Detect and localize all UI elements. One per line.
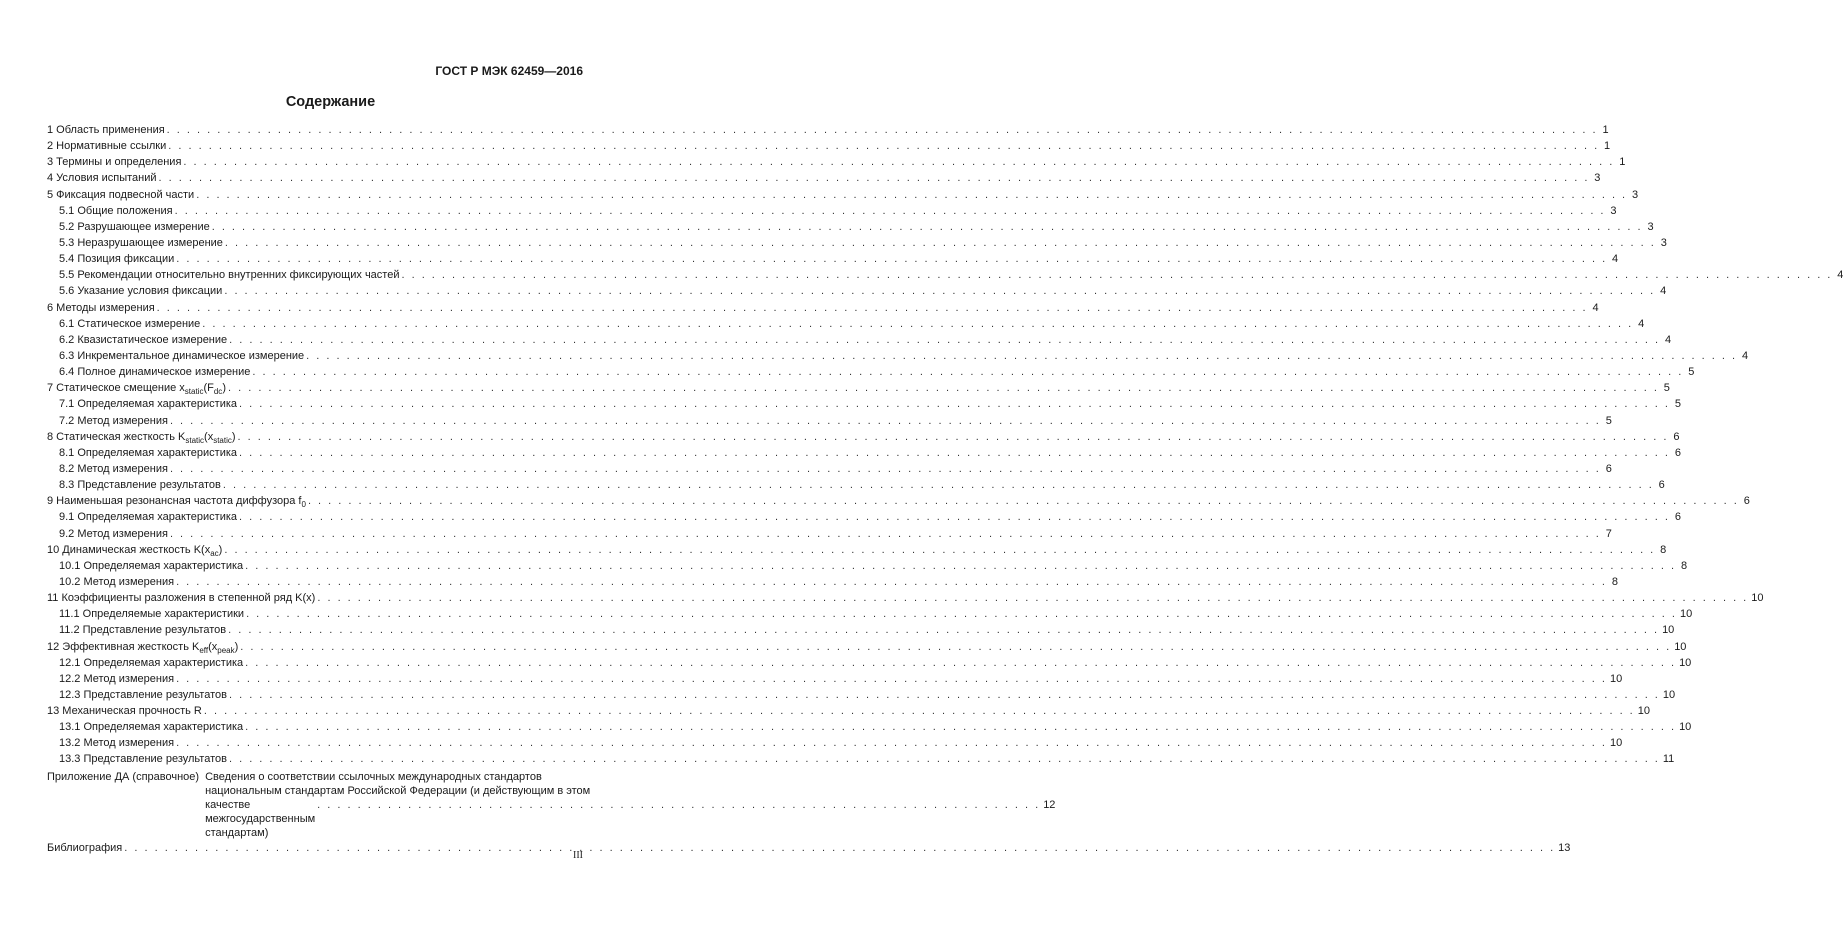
entry-title <box>59 397 237 411</box>
entry-title <box>59 720 243 734</box>
dot-leader <box>308 494 1739 508</box>
entry-title-part: 8.3 Представление результатов <box>59 479 221 492</box>
page-number: 10 <box>1609 737 1623 750</box>
toc-entry <box>47 462 1612 478</box>
page-folio: III <box>573 850 583 861</box>
entry-title-part: 6.4 Полное динамическое измерение <box>59 366 251 379</box>
toc-entry <box>47 317 1645 333</box>
toc-entry <box>47 559 1688 575</box>
page-number: 8 <box>1680 559 1688 572</box>
toc-entry <box>47 640 1687 656</box>
dot-leader <box>183 155 1614 169</box>
entry-title-part: 8 Статическая жесткость K <box>47 430 186 443</box>
toc-entry <box>47 575 1618 591</box>
entry-title-part: 11 Коэффициенты разложения в степенной ряд K(x) <box>47 592 316 605</box>
dot-leader <box>239 510 1670 524</box>
entry-title <box>47 123 165 137</box>
entry-title <box>59 317 200 331</box>
toc-entry <box>47 736 1623 752</box>
toc-entry <box>47 236 1667 252</box>
page-number: 10 <box>1637 705 1650 718</box>
toc-entry <box>47 623 1675 639</box>
dot-leader <box>212 220 1643 234</box>
page-number: 10 <box>1679 656 1692 669</box>
page-number: 7 <box>1605 527 1612 540</box>
page-number: 8 <box>1611 575 1618 588</box>
toc-entry <box>47 494 1750 510</box>
entry-title: Библиография <box>47 841 123 854</box>
entry-subscript: peak <box>217 645 235 655</box>
entry-title-part: ) <box>218 543 223 556</box>
entry-title <box>47 139 166 153</box>
dot-leader <box>228 623 1659 637</box>
dot-leader <box>202 317 1633 331</box>
entry-title <box>59 527 168 541</box>
page-number: 3 <box>1647 220 1654 233</box>
page-number: 4 <box>1592 301 1599 314</box>
toc-entry <box>47 252 1619 268</box>
dot-leader <box>170 462 1601 476</box>
dot-leader <box>196 188 1627 202</box>
page-number: 3 <box>1594 172 1601 185</box>
toc-entry <box>47 607 1693 623</box>
page-number: 3 <box>1610 204 1617 217</box>
entry-title-part: 12.3 Представление результатов <box>59 688 227 701</box>
toc-entry <box>47 301 1599 317</box>
dot-leader <box>175 204 1606 218</box>
toc-entry <box>47 672 1623 688</box>
page-number: 13 <box>1558 841 1571 854</box>
entry-title <box>59 462 168 476</box>
dot-leader <box>224 284 1655 298</box>
entry-title <box>59 365 250 379</box>
dot-leader <box>401 268 1832 282</box>
dot-leader <box>317 798 1040 812</box>
toc-entry <box>47 430 1680 446</box>
dot-leader <box>157 301 1588 315</box>
page-number: 10 <box>1662 624 1675 637</box>
entry-title-part: 5.2 Разрушающее измерение <box>59 220 210 233</box>
toc-entry <box>47 543 1667 559</box>
document-header: ГОСТ Р МЭК 62459—2016 <box>435 64 583 78</box>
dot-leader <box>168 139 1599 153</box>
page-number: 6 <box>1743 495 1750 508</box>
dot-leader <box>245 720 1676 734</box>
entry-title-part: 10.1 Определяемая характеристика <box>59 559 244 572</box>
toc-entry <box>47 478 1665 494</box>
entry-title-part: 10 Динамическая жесткость K(x <box>47 543 211 556</box>
appendix-title-line: национальным стандартам Российской Федерации (и действующим в этом <box>205 784 591 797</box>
page-number: 3 <box>1632 188 1639 201</box>
toc-entry <box>47 591 1764 607</box>
entry-subscript: static <box>184 387 204 397</box>
toc-entry <box>47 268 1843 284</box>
entry-title-part: 7.2 Метод измерения <box>59 414 168 427</box>
page-number: 1 <box>1602 124 1609 136</box>
appendix-title-line: качестве межгосударственным стандартам) <box>205 798 316 839</box>
page-number: 6 <box>1674 511 1681 524</box>
dot-leader <box>204 704 1635 718</box>
entry-title-part: 7 Статическое смещение x <box>47 382 185 395</box>
toc-entry <box>47 155 1626 171</box>
toc-entry <box>47 688 1676 704</box>
page-number: 6 <box>1674 446 1681 459</box>
toc-entry <box>47 752 1675 768</box>
entry-title <box>59 559 243 573</box>
toc-entry <box>47 397 1681 413</box>
page-number: 6 <box>1605 462 1612 475</box>
page-number: 1 <box>1619 156 1626 169</box>
entry-title-part: ) <box>222 382 226 395</box>
page-number: 10 <box>1609 672 1623 685</box>
entry-subscript: static <box>213 435 232 445</box>
toc-entry <box>47 510 1681 526</box>
entry-title <box>59 656 243 670</box>
entry-title <box>59 220 210 234</box>
toc-entry <box>47 414 1612 430</box>
entry-title-part: 5 Фиксация подвесной части <box>47 188 195 201</box>
toc-entry <box>47 349 1749 365</box>
toc-entry <box>47 171 1601 187</box>
entry-title <box>59 333 227 347</box>
entry-title-part: 5.3 Неразрушающее измерение <box>59 236 223 249</box>
dot-leader <box>225 236 1656 250</box>
entry-title <box>59 236 223 250</box>
toc-entry <box>47 139 1611 155</box>
entry-title <box>47 155 181 169</box>
toc-entry <box>47 704 1650 720</box>
entry-title-part: 10.2 Метод измерения <box>59 575 175 588</box>
entry-title-part: (x <box>204 430 214 443</box>
page-number: 6 <box>1673 430 1680 443</box>
entry-title-part: 13.3 Представление результатов <box>59 753 227 766</box>
dot-leader <box>224 543 1655 557</box>
page-number: 10 <box>1679 608 1693 621</box>
page-number: 12 <box>1043 798 1056 811</box>
entry-title <box>59 688 227 702</box>
entry-title-part: 5.1 Общие положения <box>59 204 173 217</box>
dot-leader <box>240 640 1671 654</box>
page-number: 4 <box>1664 333 1672 346</box>
toc-entry <box>47 656 1692 672</box>
entry-title <box>59 349 304 363</box>
toc-appendix-entry <box>47 770 1056 840</box>
entry-title-part: 9.2 Метод измерения <box>59 527 168 540</box>
entry-subscript: static <box>185 435 205 445</box>
entry-title-part: 12.2 Метод измерения <box>59 672 175 685</box>
entry-title-part: 9 Наименьшая резонансная частота диффузора f <box>47 495 302 508</box>
entry-title <box>47 301 155 315</box>
entry-title-part: 5.4 Позиция фиксации <box>59 253 175 266</box>
entry-title <box>59 284 222 298</box>
entry-title <box>59 575 174 589</box>
page-number: 4 <box>1741 349 1749 362</box>
entry-title-part: 13.2 Метод измерения <box>59 737 175 750</box>
page-number: 10 <box>1674 640 1687 653</box>
toc-entry <box>47 204 1617 220</box>
entry-title-part: (F <box>203 382 214 395</box>
table-of-contents <box>47 123 1843 857</box>
entry-title-part: 5.5 Рекомендации относительно внутренних фиксирующих частей <box>59 269 400 282</box>
entry-title-part: 5.6 Указание условия фиксации <box>59 285 223 298</box>
dot-leader <box>238 430 1669 444</box>
entry-title <box>59 752 227 766</box>
entry-title-part: 8.2 Метод измерения <box>59 462 168 475</box>
page-number: 3 <box>1660 236 1667 249</box>
entry-title-part: 3 Термины и определения <box>47 156 182 169</box>
entry-title-part: ) <box>231 430 236 443</box>
entry-title-part: 6.3 Инкрементальное динамическое измерение <box>59 349 305 362</box>
page-title: Содержание <box>285 94 376 110</box>
dot-leader <box>176 736 1607 750</box>
dot-leader <box>245 656 1676 670</box>
dot-leader <box>176 252 1607 266</box>
entry-title <box>59 623 226 637</box>
entry-title-part: 13 Механическая прочность R <box>47 705 202 718</box>
entry-subscript: dc <box>213 387 223 397</box>
page-number: 6 <box>1658 479 1665 492</box>
page-number: 5 <box>1663 382 1670 395</box>
dot-leader <box>170 414 1601 428</box>
page-number: 5 <box>1674 398 1681 411</box>
dot-leader <box>159 171 1590 185</box>
toc-entry <box>47 284 1667 300</box>
page-number: 4 <box>1837 269 1843 282</box>
page-number: 5 <box>1688 366 1695 379</box>
entry-subscript: 0 <box>301 500 306 510</box>
entry-title-part: (x <box>208 640 218 653</box>
entry-title <box>59 478 221 492</box>
dot-leader <box>223 478 1654 492</box>
dot-leader <box>239 397 1670 411</box>
entry-title-part: 11.2 Представление результатов <box>59 624 227 637</box>
page-number: 5 <box>1605 414 1612 427</box>
entry-title <box>47 591 315 605</box>
appendix-title-line: Сведения о соответствии ссылочных международных стандартов <box>205 770 542 783</box>
page-number: 4 <box>1660 285 1667 298</box>
page-number: 10 <box>1679 721 1692 734</box>
dot-leader <box>170 527 1601 541</box>
entry-title <box>47 188 194 202</box>
entry-title-part: 9.1 Определяемая характеристика <box>59 511 238 524</box>
dot-leader <box>229 333 1660 347</box>
entry-title-part: 2 Нормативные ссылки <box>47 140 167 153</box>
entry-title <box>59 672 174 686</box>
toc-entry <box>47 381 1670 397</box>
entry-title-part: 12.1 Определяемая характеристика <box>59 656 244 669</box>
dot-leader <box>252 365 1683 379</box>
entry-subscript: eff <box>199 645 209 655</box>
dot-leader <box>306 349 1737 363</box>
entry-title <box>59 510 237 524</box>
entry-title <box>47 171 157 185</box>
dot-leader <box>229 752 1660 766</box>
dot-leader <box>317 591 1748 605</box>
entry-title-part: 6.1 Статическое измерение <box>59 317 201 330</box>
dot-leader <box>239 446 1670 460</box>
dot-leader <box>246 607 1677 621</box>
entry-title-part: 12 Эффективная жесткость K <box>47 640 200 653</box>
entry-title-part: ) <box>234 640 239 653</box>
entry-subscript: ac <box>210 548 219 558</box>
toc-entry <box>47 720 1692 736</box>
entry-title-part: 8.1 Определяемая характеристика <box>59 446 238 459</box>
page-number: 4 <box>1638 317 1645 330</box>
dot-leader <box>229 688 1660 702</box>
toc-entry <box>47 365 1695 381</box>
entry-title-part: 4 Условия испытаний <box>47 172 157 185</box>
dot-leader <box>245 559 1676 573</box>
page-number: 4 <box>1612 253 1619 266</box>
toc-entry <box>47 333 1672 349</box>
toc-entry <box>47 446 1681 462</box>
entry-title <box>59 252 174 266</box>
entry-title <box>59 204 173 218</box>
entry-title <box>59 736 174 750</box>
entry-title <box>47 704 202 718</box>
entry-title <box>59 268 399 282</box>
dot-leader <box>176 672 1607 686</box>
entry-title-part: 1 Область применения <box>47 124 165 136</box>
entry-title-part: 6 Методы измерения <box>47 301 155 314</box>
entry-title <box>59 414 168 428</box>
dot-leader <box>228 381 1659 395</box>
page-number: 10 <box>1662 688 1676 701</box>
dot-leader <box>176 575 1607 589</box>
toc-entry <box>47 123 1609 139</box>
entry-title-part: 11.1 Определяемые характеристики <box>59 608 245 621</box>
page-number: 11 <box>1662 753 1675 766</box>
appendix-label: Приложение ДА (справочное) <box>47 770 200 783</box>
entry-title <box>59 607 244 621</box>
dot-leader <box>167 123 1598 137</box>
entry-title-part: 7.1 Определяемая характеристика <box>59 398 238 411</box>
entry-title-part: 6.2 Квазистатическое измерение <box>59 333 228 346</box>
toc-entry <box>47 220 1654 236</box>
entry-title <box>59 446 237 460</box>
toc-entry <box>47 527 1612 543</box>
toc-entry <box>47 188 1639 204</box>
entry-title-part: 13.1 Определяемая характеристика <box>59 721 244 734</box>
page-number: 10 <box>1751 592 1764 605</box>
page-number: 8 <box>1660 543 1667 556</box>
page-number: 1 <box>1604 140 1611 153</box>
